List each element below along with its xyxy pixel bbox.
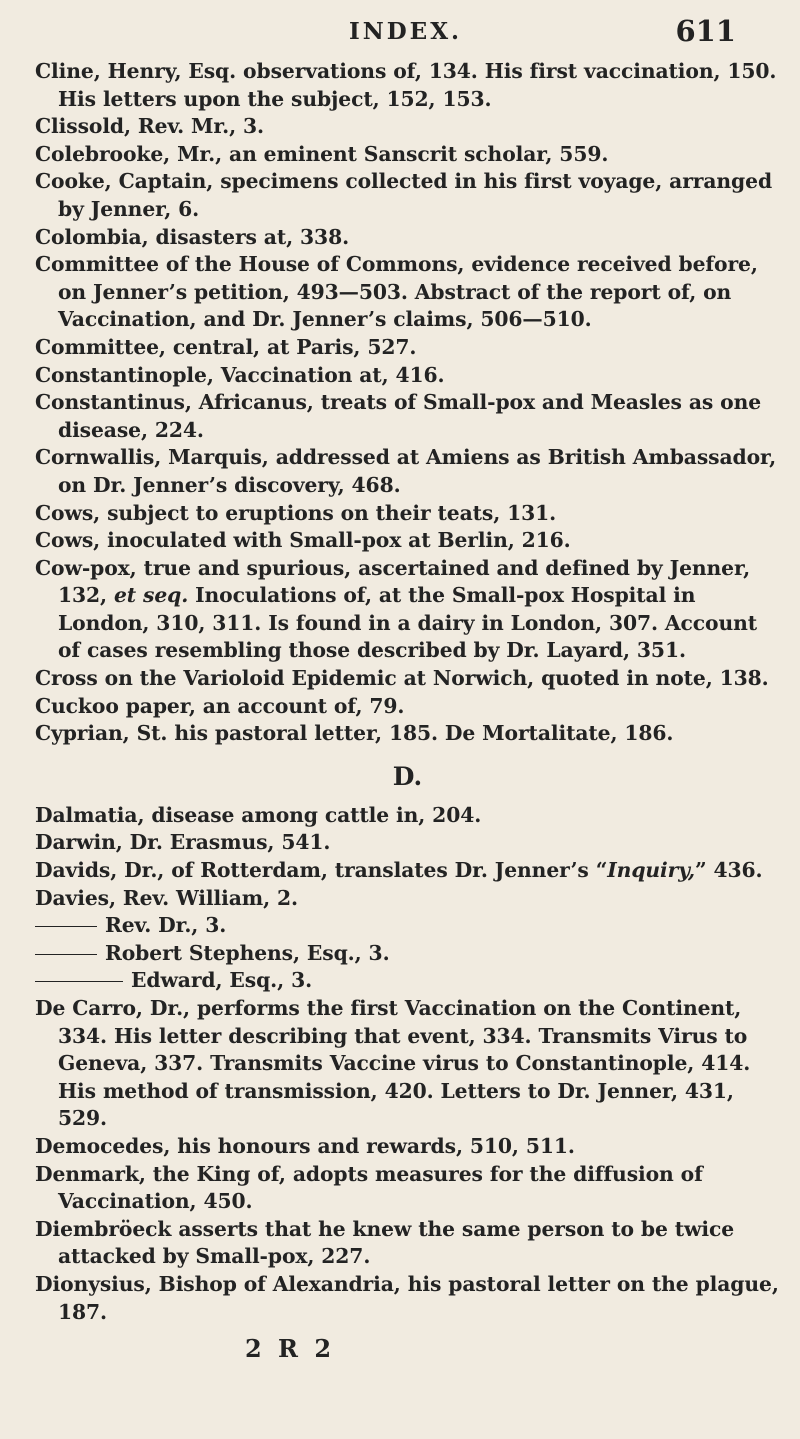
index-entry: Diembröeck asserts that he knew the same person to be twice attacked by Small-pox, 227. [35, 1216, 735, 1269]
section-heading-d: D. [392, 761, 423, 791]
entry-italic: Inquiry, [607, 858, 695, 883]
index-entry: Cyprian, St. his pastoral letter, 185. De Mortalitate, 186. [35, 721, 674, 746]
index-entry: Committee, central, at Paris, 527. [35, 334, 417, 359]
index-entry: Constantinople, Vaccination at, 416. [35, 362, 445, 387]
entry-text: Davids, Dr., of Rotterdam, translates Dr. Jenner’s “ [35, 858, 608, 883]
index-body [35, 58, 780, 1364]
index-entry: Davies, Rev. William, 2. [35, 885, 299, 910]
sub-entry-text: Edward, Esq., 3. [131, 968, 313, 993]
index-entry: Dionysius, Bishop of Alexandria, his pastoral letter on the plague, 187. [35, 1271, 779, 1324]
index-entry: Cows, subject to eruptions on their teats, 131. [35, 500, 557, 525]
index-entry: Darwin, Dr. Erasmus, 541. [35, 830, 331, 855]
index-sub-entry [35, 940, 780, 968]
index-entry: Colombia, disasters at, 338. [35, 224, 350, 249]
index-entry: Denmark, the King of, adopts measures for the diffusion of Vaccination, 450. [35, 1161, 703, 1214]
signature-mark: 2 R 2 [245, 1334, 336, 1364]
index-entry: De Carro, Dr., performs the first Vaccination on the Continent, 334. His letter describing that event, 334. Transmits Virus to Geneva, 337. Transmits Vaccine virus to Constantinople, 414. His method of transmission, 420. Letters to Dr. Jenner, 431, 529. [35, 996, 751, 1131]
ditto-dash [35, 954, 97, 955]
index-entry: Cornwallis, Marquis, addressed at Amiens as British Ambassador, on Dr. Jenner’s discovery, 468. [35, 445, 777, 497]
entry-text: Inoculations of, at the Small-pox Hospital in London, 310, 311. Is found in a dairy in London, 307. Account of cases resembling those described by Dr. Layard, 351. [58, 583, 758, 663]
index-entry: Democedes, his honours and rewards, 510, 511. [35, 1133, 575, 1158]
entry-text: ” 436. [694, 858, 763, 883]
sub-entry-text: Robert Stephens, Esq., 3. [105, 940, 390, 965]
index-entry: Cooke, Captain, specimens collected in his first voyage, arranged by Jenner, 6. [35, 169, 773, 221]
index-entry: Colebrooke, Mr., an eminent Sanscrit scholar, 559. [35, 141, 609, 166]
ditto-dash [35, 926, 97, 927]
index-entry: Cows, inoculated with Small-pox at Berlin, 216. [35, 528, 571, 553]
index-sub-entry [35, 967, 780, 995]
entry-italic: et seq. [113, 583, 189, 608]
index-entry-davids [35, 857, 780, 885]
index-entry: Committee of the House of Commons, evidence received before, on Jenner’s petition, 493—503. Abstract of the report of, on Vaccination, and Dr. Jenner’s claims, 506—510. [35, 252, 758, 332]
page-number: 611 [675, 14, 736, 48]
sub-entry-text: Rev. Dr., 3. [105, 913, 227, 938]
index-entry: Cross on the Varioloid Epidemic at Norwich, quoted in note, 138. [35, 666, 769, 691]
entry-text: Cow-pox, true and spurious, ascertained and defined by Jenner, 132, [35, 555, 751, 608]
index-entry: Cline, Henry, Esq. observations of, 134. His first vaccination, 150. His letters upon the subject, 152, 153. [35, 59, 777, 111]
index-entry: Constantinus, Africanus, treats of Small-pox and Measles as one disease, 224. [35, 390, 762, 442]
index-entry: Cuckoo paper, an account of, 79. [35, 693, 405, 718]
ditto-dash [35, 981, 123, 982]
index-entry: Clissold, Rev. Mr., 3. [35, 114, 264, 139]
index-entry: Dalmatia, disease among cattle in, 204. [35, 802, 482, 827]
index-sub-entry [35, 912, 780, 940]
index-entry-cowpox [35, 555, 780, 665]
running-title: INDEX. [348, 18, 463, 45]
page-header [35, 14, 776, 54]
